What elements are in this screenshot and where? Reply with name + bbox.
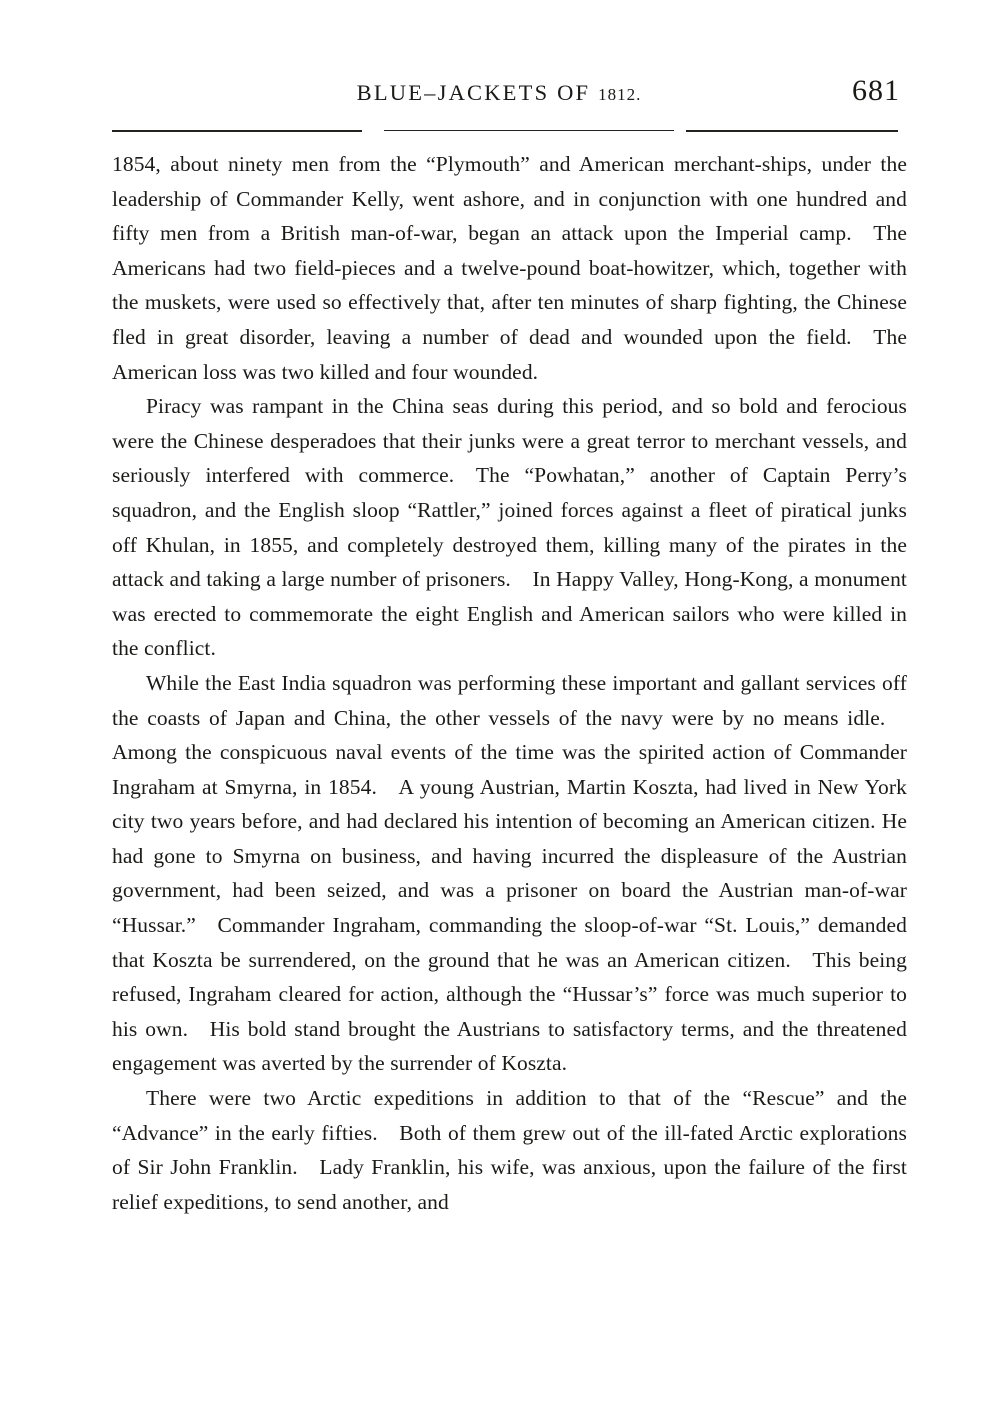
body-text	[112, 147, 907, 1219]
paragraph: 1854, about ninety men from the “Plymouth” and American merchant-ships, under the leadership of Commander Kelly, went ashore, and in conjunction with one hundred and fifty men from a British man-of-war, began an attack upon the Imperial camp. The Americans had two field-pieces and a twelve-pound boat-howitzer, which, together with the muskets, were used so effectively that, after ten minutes of sharp fighting, the Chinese fled in great disorder, leaving a number of dead and wounded upon the field. The American loss was two killed and four wounded.	[112, 152, 907, 384]
header-rule-left-segment	[112, 130, 362, 132]
page-header	[110, 74, 900, 114]
header-rule	[112, 128, 898, 134]
header-rule-middle-segment	[384, 130, 674, 131]
paragraph: There were two Arctic expeditions in addition to that of the “Rescue” and the “Advance” in the early fifties. Both of them grew out of the ill-fated Arctic explorations of Sir John Franklin. Lady Franklin, his wife, was anxious, upon the failure of the first relief expeditions, to send another, and	[112, 1086, 907, 1214]
page-number: 681	[852, 74, 900, 107]
paragraph: Piracy was rampant in the China seas during this period, and so bold and ferocious were the Chinese desperadoes that their junks were a great terror to merchant vessels, and seriously interfered with commerce. The “Powhatan,” another of Captain Perry’s squadron, and the English sloop “Rattler,” joined forces against a fleet of piratical junks off Khulan, in 1855, and completely destroyed them, killing many of the pirates in the attack and taking a large number of prisoners. In Happy Valley, Hong-Kong, a monument was erected to commemorate the eight English and American sailors who were killed in the conflict.	[112, 394, 907, 661]
header-rule-right-segment	[686, 130, 898, 132]
running-head-title: BLUE–JACKETS OF	[356, 80, 591, 105]
running-head	[110, 80, 830, 106]
paragraph: While the East India squadron was performing these important and gallant services off the coasts of Japan and China, the other vessels of the navy were by no means idle. Among the conspicuous naval events of the time was the spirited action of Commander Ingraham at Smyrna, in 1854. A young Austrian, Martin Koszta, had lived in New York city two years before, and had declared his intention of becoming an American citizen. He had gone to Smyrna on business, and having incurred the displeasure of the Austrian government, had been seized, and was a prisoner on board the Austrian man-of-war “Hussar.” Commander Ingraham, commanding the sloop-of-war “St. Louis,” demanded that Koszta be surrendered, on the ground that he was an American citizen. This being refused, Ingraham cleared for action, although the “Hussar’s” force was much superior to his own. His bold stand brought the Austrians to satisfactory terms, and the threatened engagement was averted by the surrender of Koszta.	[112, 670, 907, 1076]
running-head-year: 1812.	[598, 85, 642, 104]
